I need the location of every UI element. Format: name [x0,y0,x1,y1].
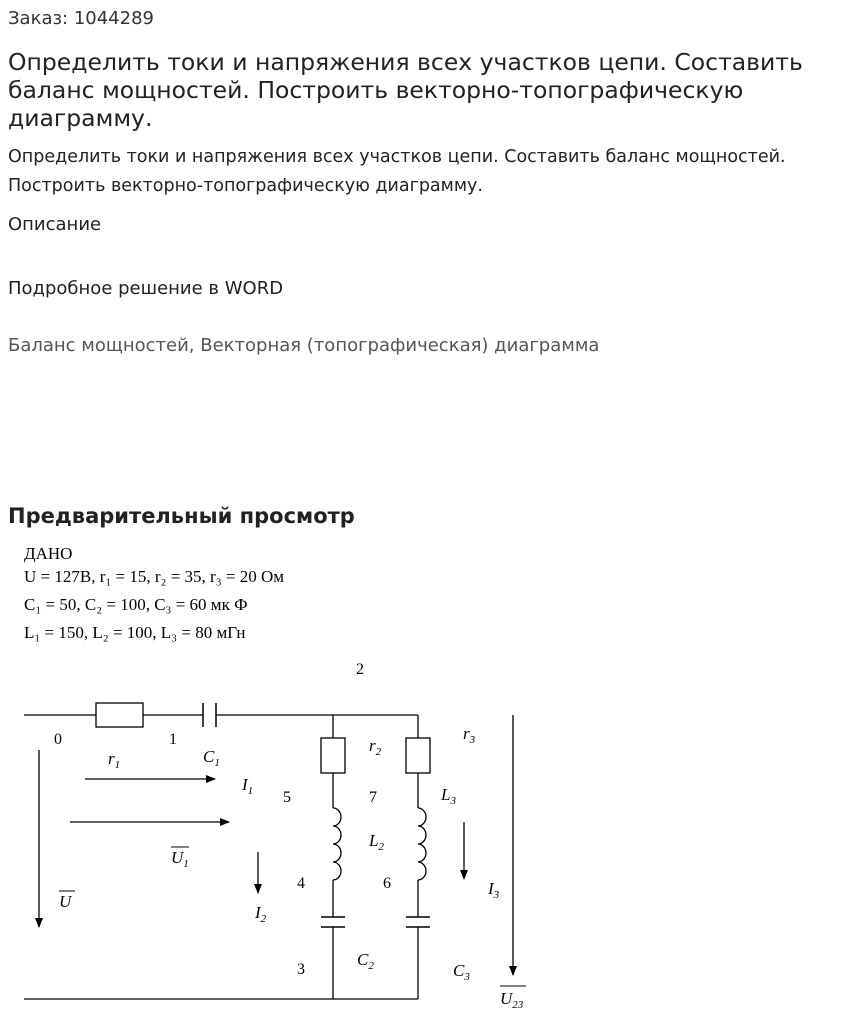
label-l3: $L_3$ [441,785,456,807]
label-u: U [59,892,72,911]
label-l2: $L_2$ [369,831,384,853]
label-r3: $r_3$ [463,724,476,746]
order-number: Заказ: 1044289 [8,8,154,29]
label-c3: $C_3$ [453,961,470,983]
node-label-1: 1 [169,731,177,748]
node-label-2: 2 [356,661,364,678]
circuit-diagram [0,538,560,1024]
capacitor-c1 [203,703,216,727]
node-label-3: 3 [297,961,305,978]
preview-heading: Предварительный просмотр [8,504,355,528]
capacitor-c2 [321,917,345,927]
given-line-1: U = 127B, r₁ = 15, r₂ = 35, r₃ = 20 Ом [24,567,285,586]
tags: Баланс мощностей, Векторная (топографическая) диаграмма [8,335,600,356]
resistor-r3 [406,738,430,773]
label-u1: $U_1$ [171,848,189,870]
node-label-4: 4 [297,875,305,892]
label-i3: $I_3$ [488,879,500,901]
label-i1: $I_1$ [242,775,254,797]
inductor-l2 [333,808,341,880]
node-label-5: 5 [283,789,291,806]
given-heading: ДАНО [24,544,73,563]
description-heading: Описание [8,214,102,235]
inductor-l3 [418,808,426,880]
given-line-3: L₁ = 150, L₂ = 100, L₃ = 80 мГн [24,623,246,642]
label-c1: $C_1$ [203,747,220,769]
label-c2: $C_2$ [357,950,374,972]
preview-scan [0,538,847,1024]
lead-text: Определить токи и напряжения всех участков цепи. Составить баланс мощностей. Построить векторно-топографическую диаграмму. [8,147,786,196]
node-label-0: 0 [54,731,62,748]
resistor-r1 [96,703,143,727]
given-line-2: C₁ = 50, C₂ = 100, C₃ = 60 мк Ф [24,595,248,614]
page-title: Определить токи и напряжения всех участков цепи. Составить баланс мощностей. Построить векторно-топографическую диаграмму. [8,48,803,132]
label-i2: $I_2$ [255,903,267,925]
capacitor-c3 [406,917,430,927]
label-u23: $U_{23}$ [500,989,524,1011]
label-r2: $r_2$ [369,736,382,758]
label-r1: $r_1$ [108,749,121,771]
resistor-r2 [321,738,345,773]
node-label-7: 7 [369,789,377,806]
description-text: Подробное решение в WORD [8,278,284,299]
node-label-6: 6 [383,875,391,892]
